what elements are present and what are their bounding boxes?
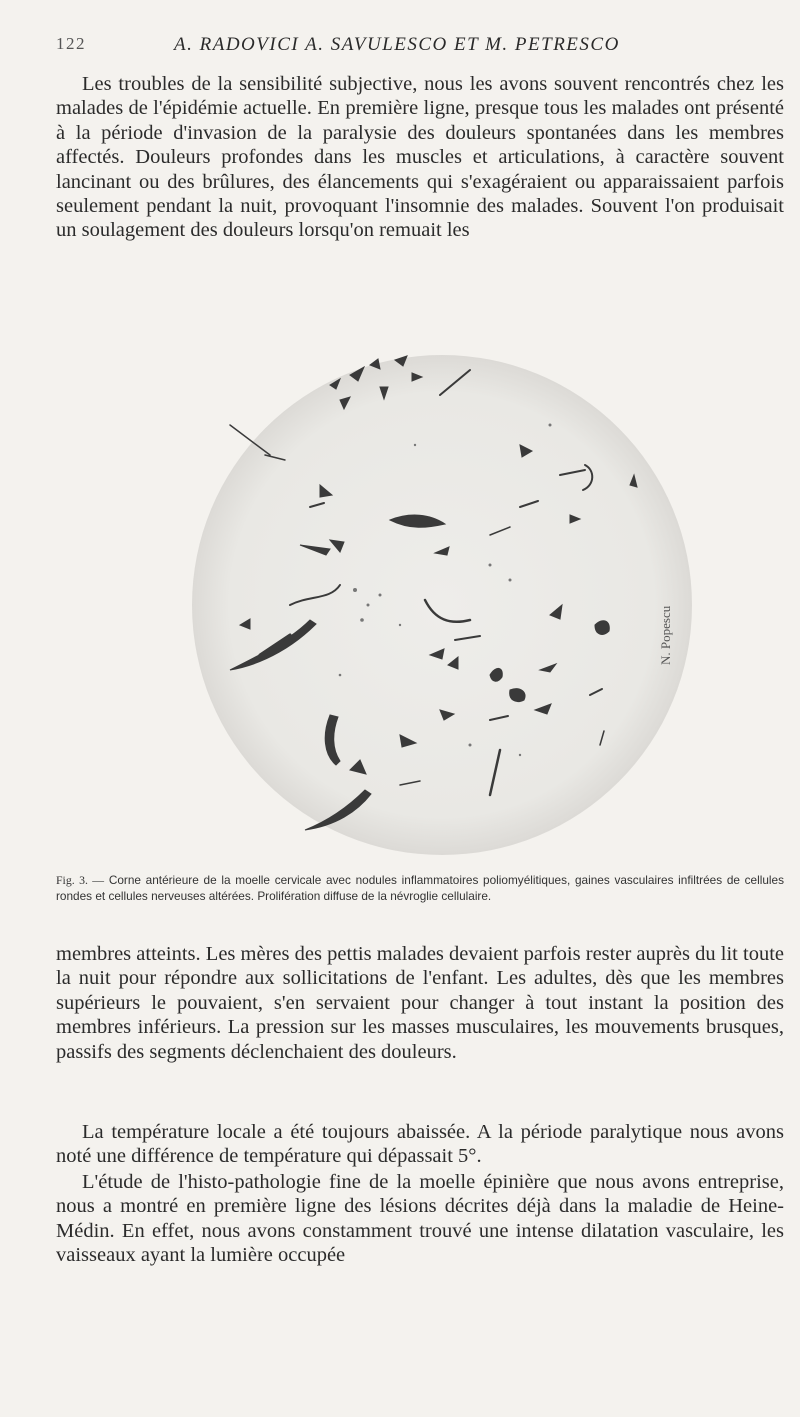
paragraph-2: membres atteints. Les mères des pettis malades devaient parfois rester auprès du lit toute la nuit pour répondre aux sollicitations de l'enfant. Les adultes, dès que les membres supérieurs le pouvaient, s'en servaient pour changer à tout instant la position des membres inférieurs. La pression sur les masses musculaires, les mouvements brusques, passifs des segments déclenchaient des douleurs.: [56, 943, 784, 1063]
paragraph-1: Les troubles de la sensibilité subjective, nous les avons souvent rencontrés chez les malades de l'épidémie actuelle. En première ligne, presque tous les malades ont présenté à la période d'invasion de la paralysie des douleurs spontanées dans les membres affectés. Douleurs profondes dans les muscles et articulations, à caractère souvent lancinant ou des brûlures, des élancements qui s'exagéraient ou apparaissaient parfois seulement pendant la nuit, provoquant l'insomnie des malades. Souvent l'on produisait un soulagement des douleurs lorsqu'on remuait les: [56, 73, 784, 242]
running-head: [56, 34, 784, 58]
caption-text: Corne antérieure de la moelle cervicale avec nodules inflammatoires poliomyélitiques, gaines vasculaires infiltrées de cellules rondes et cellules nerveuses altérées. Prolifération diffuse de la névroglie cellulaire.: [56, 873, 784, 903]
figure-caption: [56, 872, 784, 904]
paragraph-3: La température locale a été toujours abaissée. A la période paralytique nous avons noté une différence de température qui dépassait 5°.: [56, 1121, 784, 1168]
paragraph-4: L'étude de l'histo-pathologie fine de la moelle épinière que nous avons entreprise, nous a montré en première ligne des lésions décrites déjà dans la maladie de Heine-Médin. En effet, nous avons constamment trouvé une intense dilatation vasculaire, les vaisseaux ayant la lumière occupée: [56, 1171, 784, 1267]
micrograph-illustration: [190, 325, 695, 865]
figure-micrograph: [190, 325, 695, 865]
page-number: 122: [56, 34, 86, 53]
header-title: A. RADOVICI A. SAVULESCO ET M. PETRESCO: [174, 34, 620, 55]
microscope-field: [192, 355, 692, 855]
caption-label: Fig. 3. —: [56, 873, 105, 887]
illustrator-signature: N. Popescu: [658, 605, 673, 665]
